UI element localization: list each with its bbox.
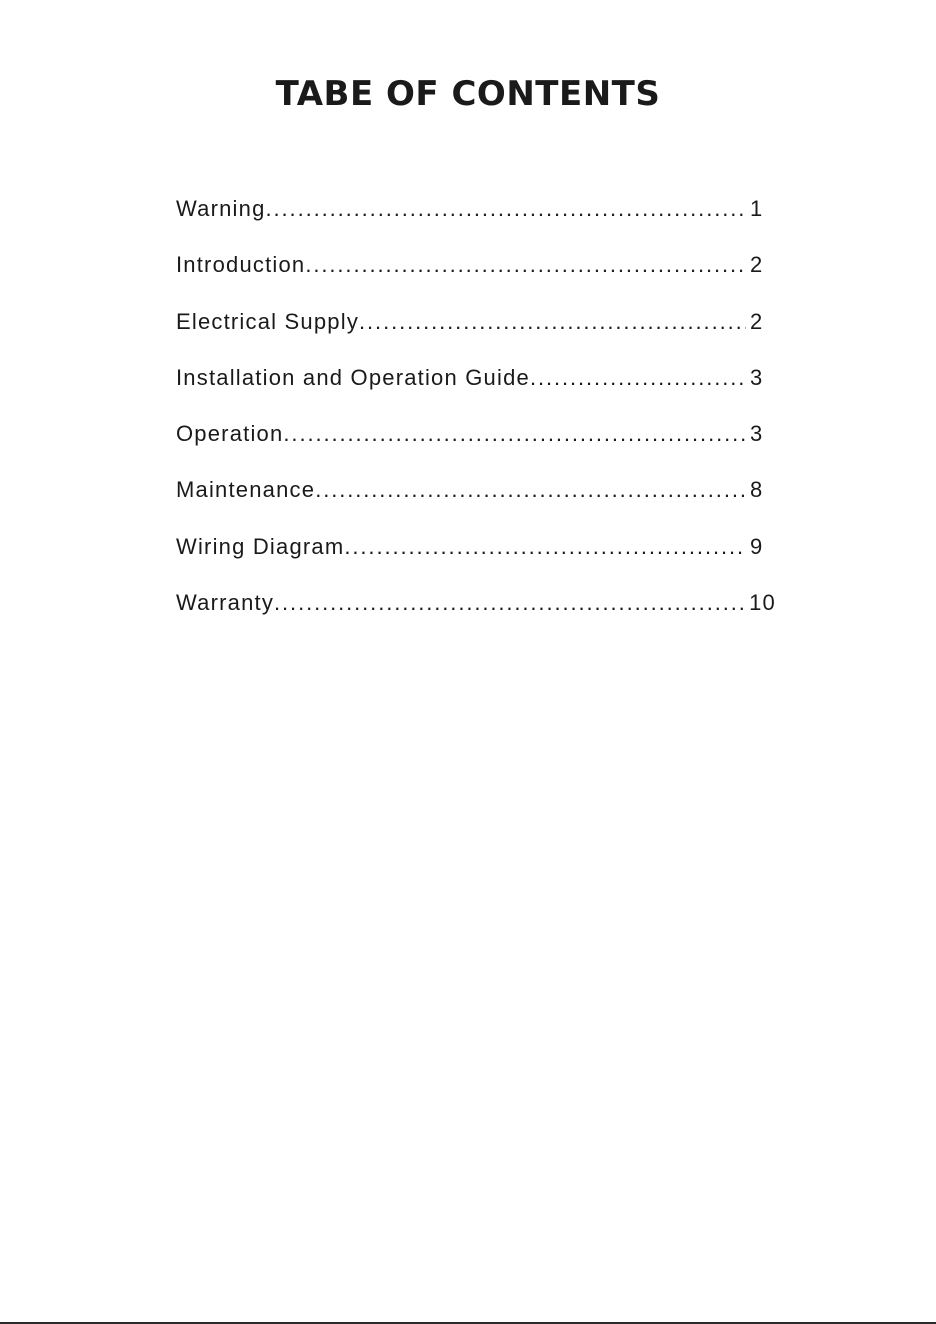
toc-entry-label: Warning xyxy=(176,196,266,221)
toc-entry-page: 2 xyxy=(750,252,764,278)
toc-entry-page: 1 xyxy=(750,196,764,221)
toc-entry-page: 3 xyxy=(750,364,764,390)
toc-entry-label: Operation xyxy=(176,421,284,447)
table-of-contents xyxy=(176,196,776,646)
dot-leader xyxy=(283,421,746,447)
dot-leader xyxy=(344,534,746,560)
toc-entry-page: 8 xyxy=(750,477,764,503)
page-title: TABE OF CONTENTS xyxy=(275,74,661,114)
toc-entry-label: Wiring Diagram xyxy=(176,533,345,559)
dot-leader xyxy=(274,590,745,616)
toc-entry-page: 10 xyxy=(749,590,776,616)
toc-entry-electrical-supply xyxy=(176,309,776,365)
dot-leader xyxy=(266,196,746,222)
toc-entry-maintenance xyxy=(176,477,776,533)
toc-entry-label: Maintenance xyxy=(176,477,316,503)
toc-entry-label: Warranty xyxy=(176,590,275,616)
dot-leader xyxy=(530,365,746,391)
toc-entry-label: Electrical Supply xyxy=(176,308,360,334)
toc-entry-page: 3 xyxy=(750,421,764,447)
dot-leader xyxy=(359,309,746,335)
toc-entry-introduction xyxy=(176,252,776,308)
toc-entry-warning xyxy=(176,196,776,252)
toc-entry-label: Introduction xyxy=(176,252,306,278)
toc-entry-warranty xyxy=(176,590,776,646)
dot-leader xyxy=(305,252,746,278)
toc-entry-page: 9 xyxy=(750,533,764,559)
toc-entry-page: 2 xyxy=(750,308,764,334)
toc-entry-wiring-diagram xyxy=(176,534,776,590)
toc-entry-label: Installation and Operation Guide xyxy=(176,364,530,390)
toc-entry-installation-guide xyxy=(176,365,776,421)
dot-leader xyxy=(315,477,746,503)
toc-entry-operation xyxy=(176,421,776,477)
